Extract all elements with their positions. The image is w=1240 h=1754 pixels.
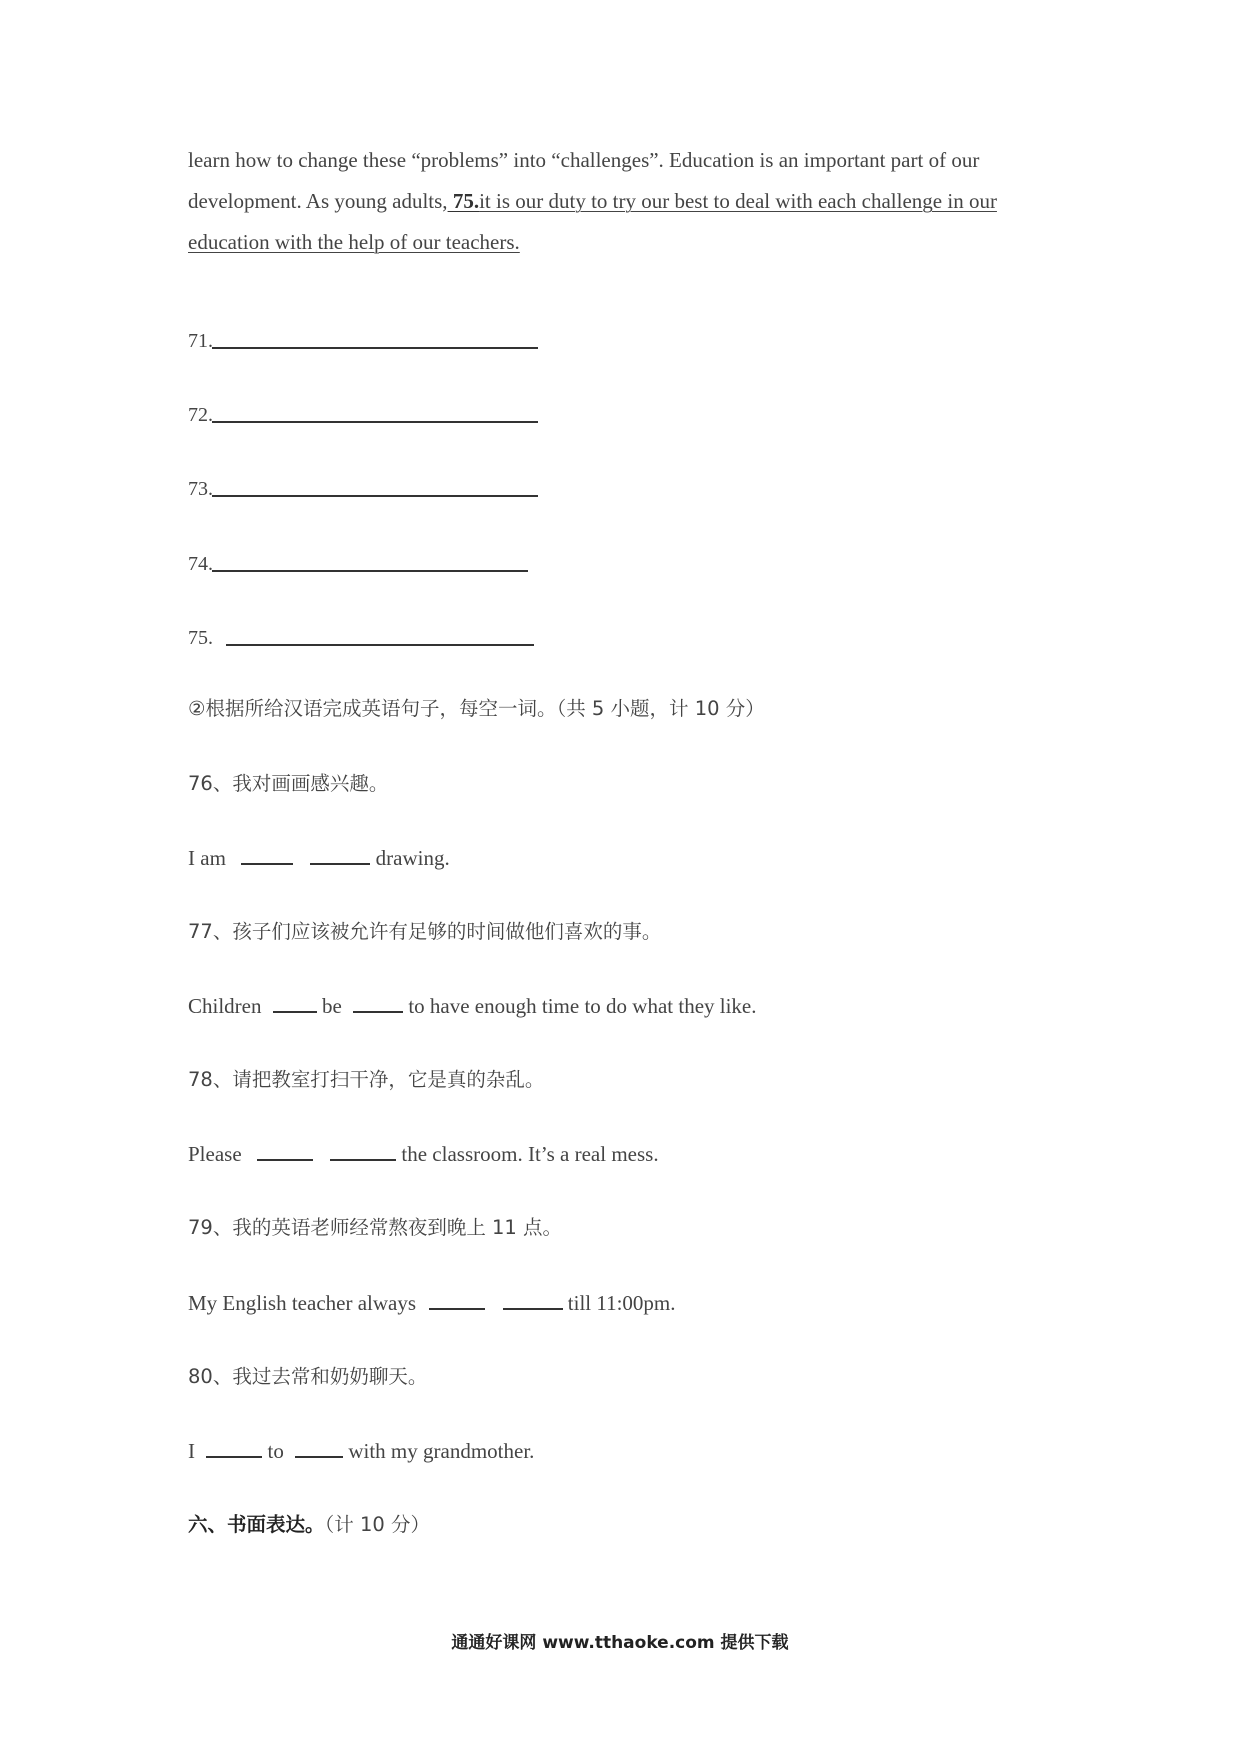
question-number: 74. <box>188 553 213 575</box>
sentence-part: to <box>267 1439 284 1463</box>
fill-blank[interactable] <box>503 1290 563 1310</box>
fill-blank[interactable] <box>206 1438 262 1458</box>
section-points: （计 10 分） <box>324 1513 430 1536</box>
answer-line-75[interactable] <box>188 627 213 650</box>
underlined-sentence: education with the help of our teachers. <box>188 230 520 254</box>
sentence-part: the classroom. It’s a real mess. <box>401 1142 659 1166</box>
question-text: 78、请把教室打扫干净，它是真的杂乱。 <box>188 1068 545 1091</box>
section-heading <box>188 695 765 723</box>
fill-blank[interactable] <box>257 1141 313 1161</box>
sentence-part: I am <box>188 846 226 870</box>
sentence-part: Please <box>188 1142 242 1166</box>
passage-line-2 <box>188 187 997 215</box>
answer-blank[interactable] <box>212 570 528 572</box>
answer-line-71[interactable] <box>188 330 213 353</box>
section-title: 六、书面表达。 <box>188 1513 325 1536</box>
fill-blank[interactable] <box>353 993 403 1013</box>
passage-text: learn how to change these “problems” into “challenges”. Education is an important part of our <box>188 148 980 172</box>
answer-blank[interactable] <box>212 495 538 497</box>
sentence-number-75: 75. <box>447 189 480 213</box>
section-heading-text: ②根据所给汉语完成英语句子，每空一词。（共 5 小题，计 10 分） <box>188 697 765 720</box>
question-76-chinese <box>188 770 388 798</box>
question-79-english <box>188 1289 676 1317</box>
footer-watermark <box>0 1628 1240 1653</box>
question-78-chinese <box>188 1066 544 1094</box>
fill-blank[interactable] <box>429 1290 485 1310</box>
underlined-sentence: it is our duty to try our best to deal with each challenge in our <box>479 189 997 213</box>
passage-line-3 <box>188 228 520 256</box>
answer-blank[interactable] <box>212 347 538 349</box>
sentence-part: Children <box>188 994 262 1018</box>
question-number: 71. <box>188 330 213 352</box>
question-80-english <box>188 1437 534 1465</box>
question-number: 75. <box>188 627 213 649</box>
question-text: 77、孩子们应该被允许有足够的时间做他们喜欢的事。 <box>188 920 662 943</box>
question-text: 79、我的英语老师经常熬夜到晚上 11 点。 <box>188 1216 563 1239</box>
question-76-english <box>188 844 450 872</box>
answer-line-74[interactable] <box>188 553 213 576</box>
question-77-english <box>188 992 757 1020</box>
question-80-chinese <box>188 1363 427 1391</box>
fill-blank[interactable] <box>295 1438 343 1458</box>
answer-line-72[interactable] <box>188 404 213 427</box>
passage-text: development. As young adults, <box>188 189 448 213</box>
passage-line-1 <box>188 146 979 174</box>
section-6-heading <box>188 1511 430 1539</box>
fill-blank[interactable] <box>241 845 293 865</box>
sentence-part: be <box>322 994 342 1018</box>
sentence-part: till 11:00pm. <box>567 1291 676 1315</box>
fill-blank[interactable] <box>310 845 370 865</box>
question-number: 72. <box>188 404 213 426</box>
sentence-part: My English teacher always <box>188 1291 417 1315</box>
question-78-english <box>188 1140 659 1168</box>
answer-blank[interactable] <box>212 421 538 423</box>
answer-blank[interactable] <box>226 644 534 646</box>
question-text: 80、我过去常和奶奶聊天。 <box>188 1365 428 1388</box>
sentence-part: drawing. <box>375 846 450 870</box>
sentence-part: to have enough time to do what they like. <box>408 994 757 1018</box>
question-77-chinese <box>188 918 661 946</box>
footer-text: 通通好课网 www.tthaoke.com 提供下载 <box>451 1633 789 1653</box>
fill-blank[interactable] <box>330 1141 396 1161</box>
sentence-part: with my grandmother. <box>348 1439 535 1463</box>
sentence-part: I <box>188 1439 195 1463</box>
question-text: 76、我对画画感兴趣。 <box>188 772 389 795</box>
answer-line-73[interactable] <box>188 478 213 501</box>
question-79-chinese <box>188 1214 562 1242</box>
question-number: 73. <box>188 478 213 500</box>
fill-blank[interactable] <box>273 993 317 1013</box>
